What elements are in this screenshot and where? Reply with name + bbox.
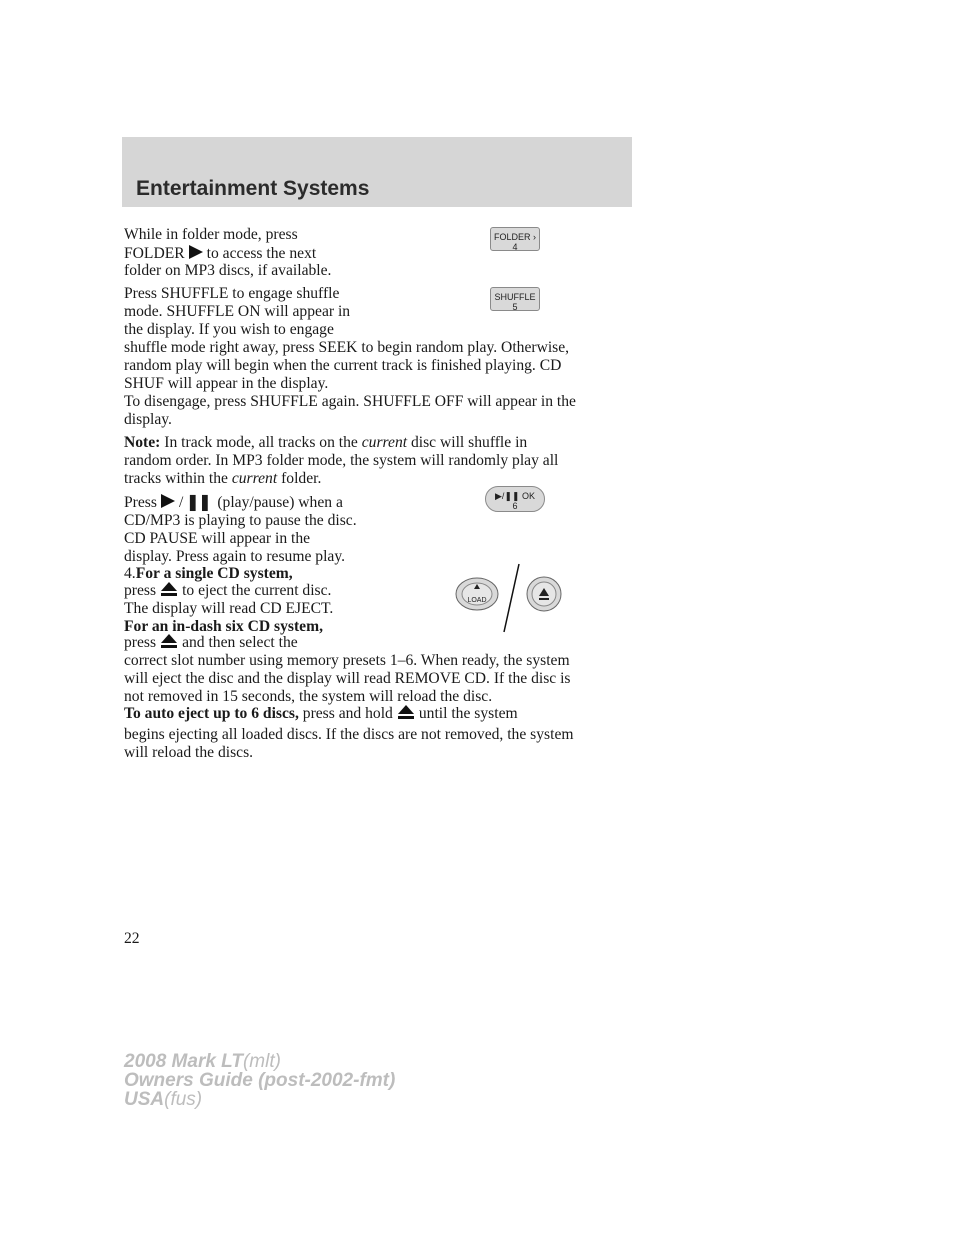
note-label: Note:	[124, 434, 161, 451]
note-emphasis-2: current	[231, 470, 278, 487]
play-line-4: display. Press again to resume play.	[124, 548, 346, 565]
load-button-icon	[456, 578, 498, 610]
note-text-c: tracks within the	[124, 470, 228, 487]
chevron-right-icon: ›	[533, 232, 537, 242]
page-number: 22	[124, 930, 140, 947]
slash: /	[178, 494, 184, 511]
eject-icon	[160, 582, 178, 596]
step-number: 4.	[124, 565, 136, 582]
eject-button-icon	[527, 577, 561, 611]
folder-line-1: While in folder mode, press	[124, 226, 298, 243]
note-text-b: disc will shuffle in	[410, 434, 528, 451]
six-press: press	[124, 634, 157, 651]
note-text-a: In track mode, all tracks on the	[164, 434, 358, 451]
step4-line	[124, 565, 293, 583]
play-pause-button-label: ▶/❚❚ OK	[494, 491, 536, 501]
folder-line-3: folder on MP3 discs, if available.	[124, 262, 332, 279]
shuffle-button-illustration	[490, 287, 540, 311]
play-arrow-icon	[189, 245, 203, 259]
six-line-4: not removed in 15 seconds, the system will reload the disc.	[124, 688, 493, 705]
footer-region: USA	[124, 1089, 165, 1110]
play-line-1	[124, 494, 343, 512]
folder-word: FOLDER	[124, 245, 185, 262]
footer-line-3	[124, 1090, 202, 1109]
single-text: to eject the current disc.	[182, 582, 332, 599]
section-title: Entertainment Systems	[136, 177, 370, 200]
play-line-2: CD/MP3 is playing to pause the disc.	[124, 512, 357, 529]
auto-text: until the system	[418, 705, 518, 722]
folder-rest: to access the next	[206, 245, 317, 262]
note-line-2: random order. In MP3 folder mode, the system will randomly play all	[124, 452, 559, 469]
note-emphasis: current	[361, 434, 408, 451]
shuffle-line-4: shuffle mode right away, press SEEK to begin random play. Otherwise,	[124, 339, 570, 356]
single-line-2: The display will read CD EJECT.	[124, 600, 334, 617]
six-text: and then select the	[182, 634, 298, 651]
divider-slash	[504, 564, 519, 632]
folder-button-number: 4	[512, 242, 518, 252]
single-line-1	[124, 582, 331, 600]
shuffle-button-number: 5	[512, 302, 518, 312]
note-line-3	[124, 470, 321, 488]
eject-icon	[160, 634, 178, 648]
play-pause-button-number: 6	[512, 501, 518, 511]
folder-line-2	[124, 245, 316, 263]
shuffle-line-3: the display. If you wish to engage	[124, 321, 334, 338]
single-press: press	[124, 582, 157, 599]
auto-eject-heading: To auto eject up to 6 discs,	[124, 705, 299, 722]
footer-line-2: Owners Guide (post-2002-fmt)	[124, 1070, 396, 1091]
play-text: (play/pause) when a	[217, 494, 343, 511]
play-icon	[161, 494, 175, 508]
auto-press: press and hold	[302, 705, 393, 722]
auto-line-3: will reload the discs.	[124, 744, 254, 761]
footer-model: 2008 Mark LT	[124, 1051, 243, 1072]
eject-icon	[397, 705, 415, 719]
shuffle-line-7: To disengage, press SHUFFLE again. SHUFFLE OFF will appear in the	[124, 393, 576, 410]
shuffle-line-5: random play will begin when the current track is finished playing. CD	[124, 357, 562, 374]
auto-line-1	[124, 705, 518, 723]
footer-region-code: (fus)	[164, 1089, 203, 1110]
footer-line-1	[124, 1052, 281, 1071]
shuffle-line-2: mode. SHUFFLE ON will appear in	[124, 303, 351, 320]
play-line-3: CD PAUSE will appear in the	[124, 530, 311, 547]
single-cd-heading: For a single CD system,	[135, 565, 293, 582]
section-header-band	[122, 137, 632, 207]
shuffle-line-8: display.	[124, 411, 172, 428]
load-eject-illustration	[452, 562, 562, 634]
folder-button-label: FOLDER ›	[493, 232, 537, 242]
note-text-d: folder.	[281, 470, 322, 487]
six-line-3: will eject the disc and the display will read REMOVE CD. If the disc is	[124, 670, 571, 687]
auto-line-2: begins ejecting all loaded discs. If the discs are not removed, the system	[124, 726, 574, 743]
shuffle-button-label: SHUFFLE	[494, 292, 536, 302]
note-line-1	[124, 434, 527, 452]
pause-icon: ❚❚	[186, 494, 211, 511]
shuffle-line-6: SHUF will appear in the display.	[124, 375, 329, 392]
folder-button-illustration	[490, 227, 540, 251]
six-line-2: correct slot number using memory presets 1–6. When ready, the system	[124, 652, 570, 669]
six-cd-heading: For an in-dash six CD system,	[124, 618, 323, 635]
play-pause-button-illustration	[485, 486, 545, 512]
play-press: Press	[124, 494, 157, 511]
shuffle-line-1: Press SHUFFLE to engage shuffle	[124, 285, 340, 302]
load-label: LOAD	[467, 597, 487, 604]
footer-model-code: (mlt)	[242, 1051, 281, 1072]
play-pause-icon: ▶/❚❚	[494, 491, 520, 501]
six-line-1	[124, 634, 298, 652]
